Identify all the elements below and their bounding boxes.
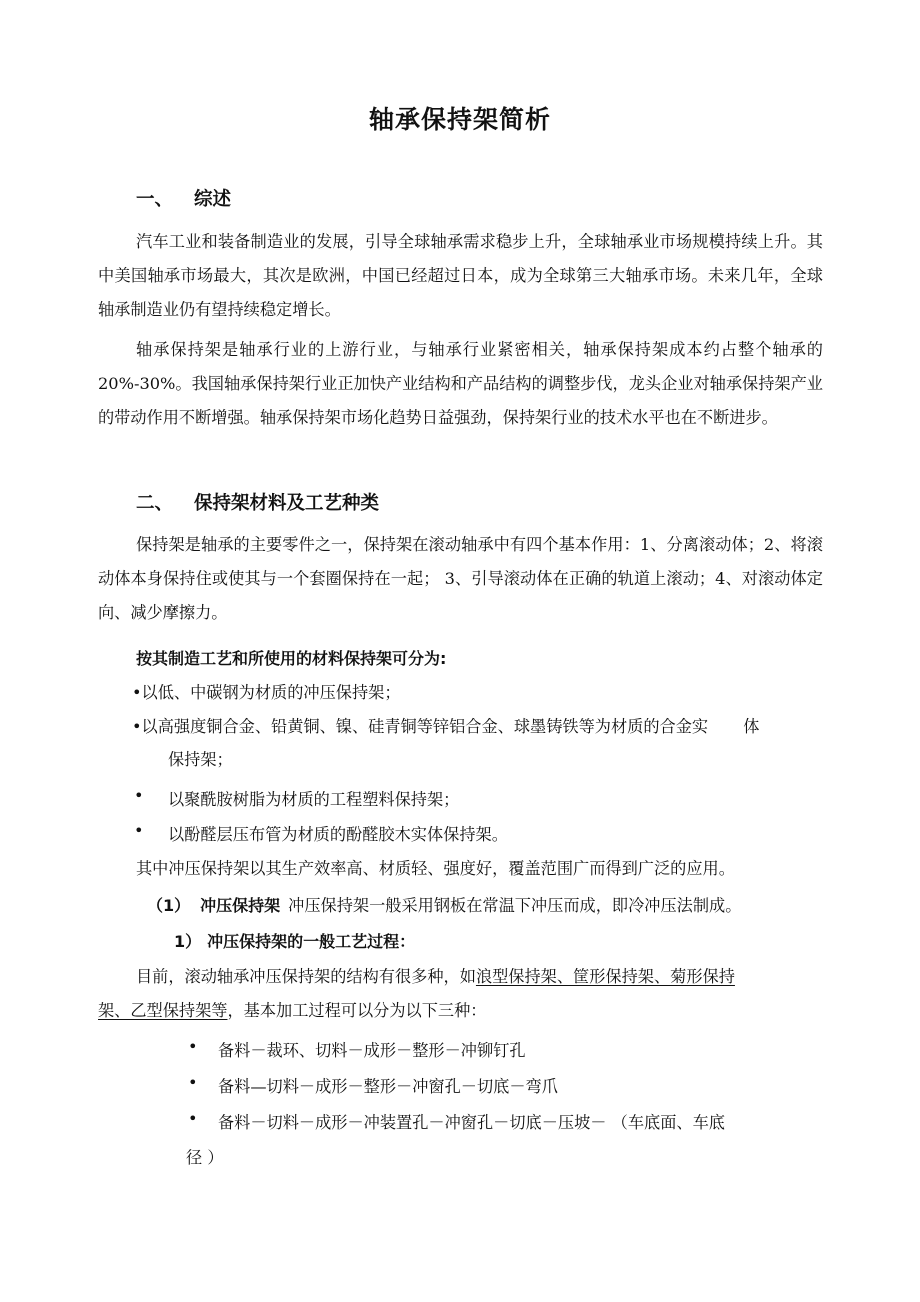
section-2-title: 保持架材料及工艺种类 xyxy=(194,493,380,514)
process-1-dot: • xyxy=(188,1037,198,1056)
process-3-line-2: 径 ） xyxy=(186,1148,224,1167)
bullet-stamped-cage: •以低、中碳钢为材质的冲压保持架； xyxy=(132,683,401,702)
section-2-paragraph-1: 保持架是轴承的主要零件之一，保持架在滚动轴承中有四个基本作用：1、分离滚动体；2、将滚动体本身保持住或使其与一个套圈保持在一起； 3、引导滚动体在正确的轨道上滚动；4、对滚动体定向、减少摩擦力。 xyxy=(98,535,823,622)
bullet-phenolic-cage: 以酚醛层压布管为材质的酚醛胶木实体保持架。 xyxy=(168,825,508,844)
process-3-dot: • xyxy=(188,1109,198,1128)
bullet-alloy-cage-text: •以高强度铜合金、铅黄铜、镍、硅青铜等锌铝合金、球墨铸铁等为材质的合金实 xyxy=(132,717,709,736)
section-1-title: 综述 xyxy=(194,189,232,210)
cage-types-link-1: 浪型保持架、筐形保持架、菊形保持 xyxy=(475,967,735,986)
process-2: 备料—切料－成形－整形－冲窗孔－切底－弯爪 xyxy=(218,1077,558,1096)
subsection-1-1-heading xyxy=(174,929,415,952)
section-2-number: 二、 xyxy=(136,493,174,514)
process-2-dot: • xyxy=(188,1073,198,1092)
subsection-1-description: 冲压保持架一般采用钢板在常温下冲压而成，即冷冲压法制成。 xyxy=(288,896,742,915)
process-intro-tail: ，基本加工过程可以分为以下三种： xyxy=(227,1001,487,1020)
bullet-alloy-cage-tail: 体 xyxy=(743,717,760,736)
bullet-alloy-cage-line-2: 保持架； xyxy=(168,750,233,769)
subsection-1-line xyxy=(147,892,741,916)
section-1-heading xyxy=(136,185,231,211)
process-intro-line-1 xyxy=(136,963,735,987)
bullet-alloy-cage-line-1 xyxy=(132,713,759,737)
classification-heading: 按其制造工艺和所使用的材料保持架可分为: xyxy=(136,649,447,668)
bullet-plastic-cage: 以聚酰胺树脂为材质的工程塑料保持架； xyxy=(168,790,460,809)
cage-types-link-2: 架、乙型保持架等 xyxy=(98,1001,228,1020)
section-2-heading xyxy=(136,489,379,515)
process-intro-text: 目前，滚动轴承冲压保持架的结构有很多种，如 xyxy=(136,967,476,986)
subsection-1-1-title: 冲压保持架的一般工艺过程： xyxy=(207,932,416,951)
section-1-paragraph-1: 汽车工业和装备制造业的发展，引导全球轴承需求稳步上升，全球轴承业市场规模持续上升。其中美国轴承市场最大，其次是欧洲，中国已经超过日本，成为全球第三大轴承市场。未来几年，全球轴承制造业仍有望持续稳定增长。 xyxy=(98,232,823,319)
stamping-note: 其中冲压保持架以其生产效率高、材质轻、强度好，覆盖范围广而得到广泛的应用。 xyxy=(136,859,735,878)
subsection-1-number: （1） xyxy=(147,896,191,915)
process-1: 备料－裁环、切料－成形－整形－冲铆钉孔 xyxy=(218,1041,526,1060)
bullet-phenolic-cage-dot: • xyxy=(134,821,144,840)
section-1-number: 一、 xyxy=(136,189,174,210)
section-1-paragraph-2: 轴承保持架是轴承行业的上游行业，与轴承行业紧密相关，轴承保持架成本约占整个轴承的 20%-30%。我国轴承保持架行业正加快产业结构和产品结构的调整步伐，龙头企业对轴承保持架产业的带动作用不断增强。轴承保持架市场化趋势日益强劲，保持架行业的技术水平也在不断进步。 xyxy=(98,340,823,427)
process-intro-line-2 xyxy=(98,997,487,1021)
document-title: 轴承保持架简析 xyxy=(368,105,551,134)
subsection-1-1-number: 1） xyxy=(174,932,202,951)
process-3-line-1: 备料－切料－成形－冲装置孔－冲窗孔－切底－压坡－ （车底面、车底 xyxy=(218,1113,725,1132)
subsection-1-title: 冲压保持架 xyxy=(200,896,281,915)
bullet-plastic-cage-dot: • xyxy=(134,786,144,805)
